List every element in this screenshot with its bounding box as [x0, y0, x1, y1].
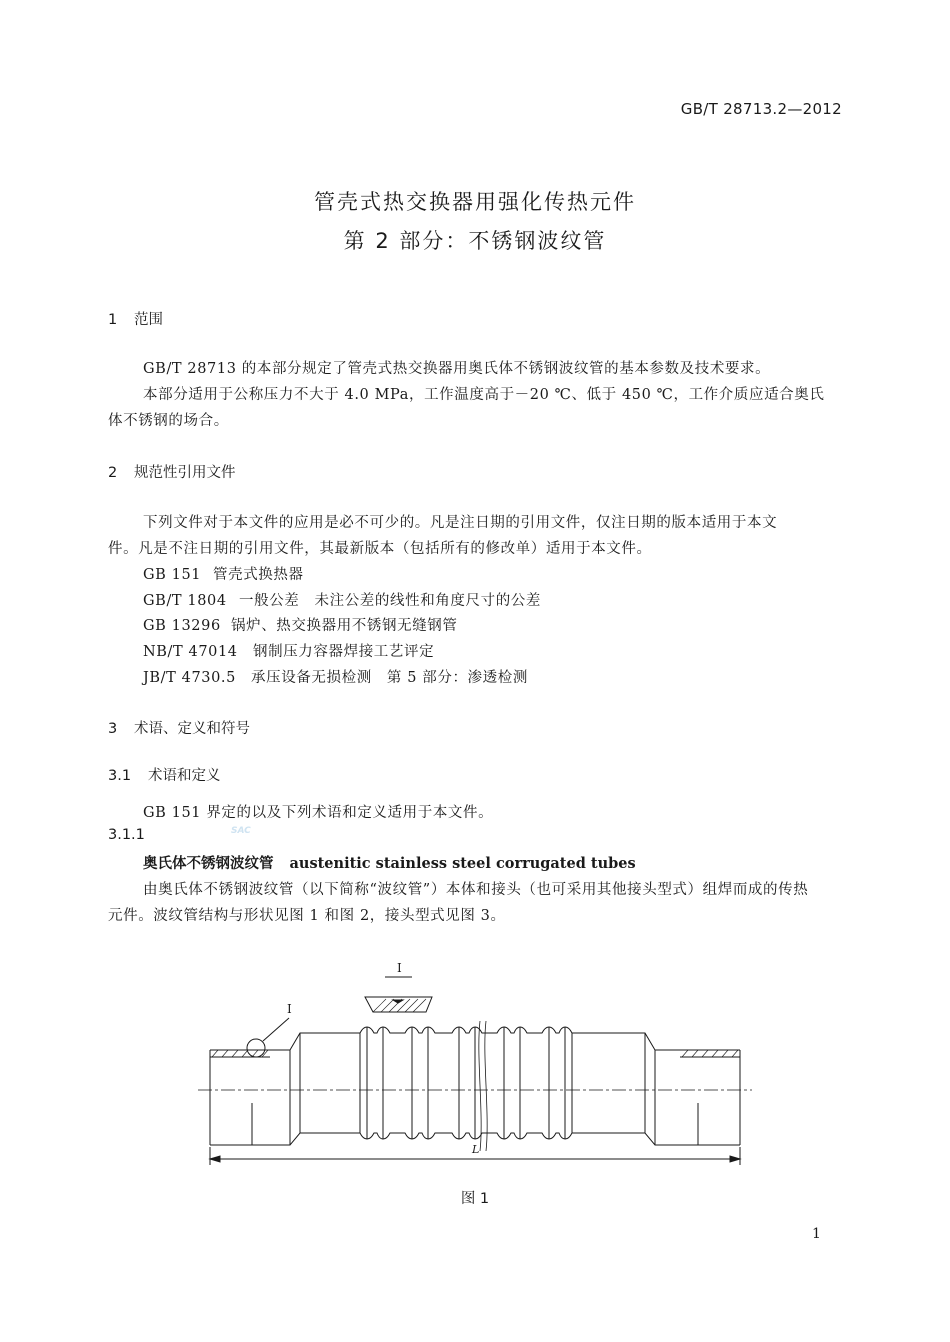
section1-para1: GB/T 28713 的本部分规定了管壳式热交换器用奥氏体不锈钢波纹管的基本参数及技术要求。	[143, 361, 771, 377]
break-line	[479, 1021, 481, 1151]
section2-title: 规范性引用文件	[134, 465, 236, 481]
reference-code: GB 151	[143, 567, 202, 583]
break-line	[485, 1021, 487, 1151]
reference-item	[143, 563, 304, 584]
reference-item	[143, 666, 528, 687]
term-definition-line1: 由奥氏体不锈钢波纹管（以下简称“波纹管”）本体和接头（也可采用其他接头型式）组焊而成的传热	[143, 882, 809, 898]
reference-title: 一般公差 未注公差的线性和角度尺寸的公差	[239, 593, 541, 609]
reference-item	[143, 614, 458, 635]
reference-code: NB/T 47014	[143, 644, 238, 660]
detail-label-left: I	[287, 1002, 292, 1016]
reference-item	[143, 589, 541, 610]
reference-title: 钢制压力容器焊接工艺评定	[253, 644, 435, 660]
detail-label-top: I	[397, 961, 402, 975]
subsection-3-1-title: 术语和定义	[148, 768, 221, 784]
subsection-3-1-heading	[108, 764, 221, 785]
section1-heading	[108, 308, 163, 329]
subsection-3-1-para: GB 151 界定的以及下列术语和定义适用于本文件。	[143, 805, 494, 821]
section3-heading	[108, 717, 250, 738]
reference-code: GB/T 1804	[143, 593, 227, 609]
figure-caption: 图 1	[460, 1191, 490, 1207]
corrugated-tube-drawing	[190, 955, 760, 1170]
reference-title: 承压设备无损检测 第 5 部分：渗透检测	[251, 670, 528, 686]
term-definition-line2: 元件。波纹管结构与形状见图 1 和图 2，接头型式见图 3。	[108, 908, 506, 924]
section1-title: 范围	[134, 312, 163, 328]
standard-number: GB/T 28713.2—2012	[680, 100, 842, 118]
document-title-line1: 管壳式热交换器用强化传热元件	[314, 190, 636, 214]
reference-code: JB/T 4730.5	[143, 670, 236, 686]
section3-number: 3	[108, 721, 118, 737]
document-title-line2: 第 2 部分：不锈钢波纹管	[343, 229, 607, 253]
section2-number: 2	[108, 465, 118, 481]
section1-number: 1	[108, 312, 118, 328]
section2-para-line2: 件。凡是不注日期的引用文件，其最新版本（包括所有的修改单）适用于本文件。	[108, 541, 652, 557]
section1-para2-line1: 本部分适用于公称压力不大于 4.0 MPa，工作温度高于－20 ℃、低于 450 ℃，工作介质应适合奥氏	[143, 387, 825, 403]
reference-title: 锅炉、热交换器用不锈钢无缝钢管	[231, 618, 458, 634]
reference-code: GB 13296	[143, 618, 221, 634]
term-chinese: 奥氏体不锈钢波纹管	[143, 856, 274, 872]
section2-heading	[108, 461, 236, 482]
reference-title: 管壳式换热器	[213, 567, 304, 583]
dimension-label-l: L	[472, 1143, 480, 1156]
section2-para-line1: 下列文件对于本文件的应用是必不可少的。凡是注日期的引用文件，仅注日期的版本适用于本文	[143, 515, 778, 531]
length-dimension	[210, 1143, 740, 1165]
sac-watermark: SAC	[231, 826, 251, 836]
weld-mark	[393, 1000, 403, 1003]
section3-title: 术语、定义和符号	[134, 721, 250, 737]
term-number: 3.1.1	[108, 827, 145, 843]
tube-body	[210, 1027, 740, 1145]
subsection-3-1-number: 3.1	[108, 768, 132, 784]
term-heading	[143, 852, 636, 873]
page-number: 1	[812, 1226, 821, 1242]
section1-para2-line2: 体不锈钢的场合。	[108, 413, 229, 429]
reference-item	[143, 640, 434, 661]
term-english: austenitic stainless steel corrugated tubes	[289, 855, 636, 872]
detail-circle	[247, 1039, 265, 1057]
